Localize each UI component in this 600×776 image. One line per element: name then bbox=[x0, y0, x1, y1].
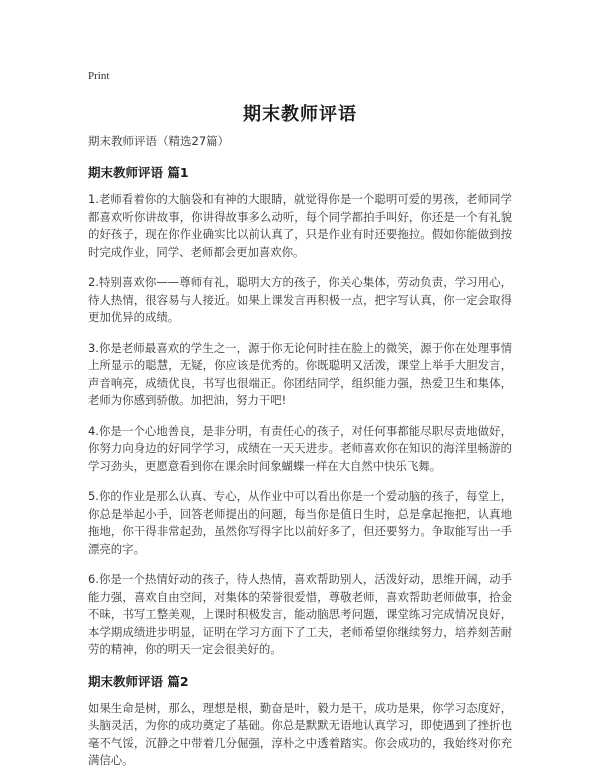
paragraph-1-3: 3.你是老师最喜欢的学生之一，源于你无论何时挂在脸上的微笑，源于你在处理事情上所显示的聪慧，无疑，你应该是优秀的。你既聪明又活泼，课堂上举手大胆发言，声音响亮，成绩优良，书写也很端正。你团结同学，组织能力强，热爱卫生和集体，老师为你感到骄傲。加把油，努力干吧! bbox=[88, 340, 512, 407]
document-subtitle: 期末教师评语（精选27篇） bbox=[88, 134, 230, 148]
section-heading-1: 期末教师评语 篇1 bbox=[88, 165, 189, 180]
paragraph-1-2: 2.特别喜欢你——尊师有礼，聪明大方的孩子，你关心集体，劳动负责，学习用心，待人热情，很容易与人接近。如果上课发言再积极一点，把字写认真，你一定会取得更加优异的成绩。 bbox=[88, 275, 512, 324]
paragraph-1-5: 5.你的作业是那么认真、专心，从作业中可以看出你是一个爱动脑的孩子，每堂上，你总是举起小手，回答老师提出的问题，每当你是值日生时，总是拿起拖把，认真地拖地，你干得非常起劲，虽然你写得字比以前好多了，但还要努力。争取能写出一手漂亮的字。 bbox=[88, 489, 512, 556]
paragraph-1-1: 1.老师看着你的大脑袋和有神的大眼睛，就觉得你是一个聪明可爱的男孩，老师同学都喜欢听你讲故事，你讲得故事多么动听，每个同学都拍手叫好，你还是一个有礼貌的好孩子，现在你作业确实比以前认真了，只是作业有时还要拖拉。假如你能做到按时完成作业，同学、老师都会更加喜欢你。 bbox=[88, 192, 512, 259]
print-link[interactable]: Print bbox=[88, 70, 110, 82]
paragraph-1-6: 6.你是一个热情好动的孩子，待人热情，喜欢帮助别人，活泼好动，思维开阔，动手能力强，喜欢自由空间，对集体的荣誉很爱惜，尊敬老师，喜欢帮助老师做事，拾金不昧，书写工整美观，上课时积极发言，能动脑思考问题，课堂练习完成情况良好，本学期成绩进步明显，证明在学习方面下了工夫，老师希望你继续努力，培养刻苦耐劳的精神，你的明天一定会很美好的。 bbox=[88, 572, 512, 656]
paragraph-2-1: 如果生命是树，那么，理想是根，勤奋是叶，毅力是干，成功是果，你学习态度好，头脑灵活，为你的成功奠定了基础。你总是默默无语地认真学习，即使遇到了挫折也毫不气馁，沉静之中带着几分倔强，淳朴之中透着踏实。你会成功的，我始终对你充满信心。 bbox=[88, 700, 512, 767]
section-heading-2: 期末教师评语 篇2 bbox=[88, 673, 189, 689]
page-title: 期末教师评语 bbox=[243, 104, 357, 125]
paragraph-1-4: 4.你是一个心地善良，是非分明，有责任心的孩子，对任何事都能尽职尽责地做好，你努力向身边的好同学学习，成绩在一天天进步。老师喜欢你在知识的海洋里畅游的学习劲头，更愿意看到你在课余时间象蝴蝶一样在大自然中快乐飞舞。 bbox=[88, 423, 512, 473]
